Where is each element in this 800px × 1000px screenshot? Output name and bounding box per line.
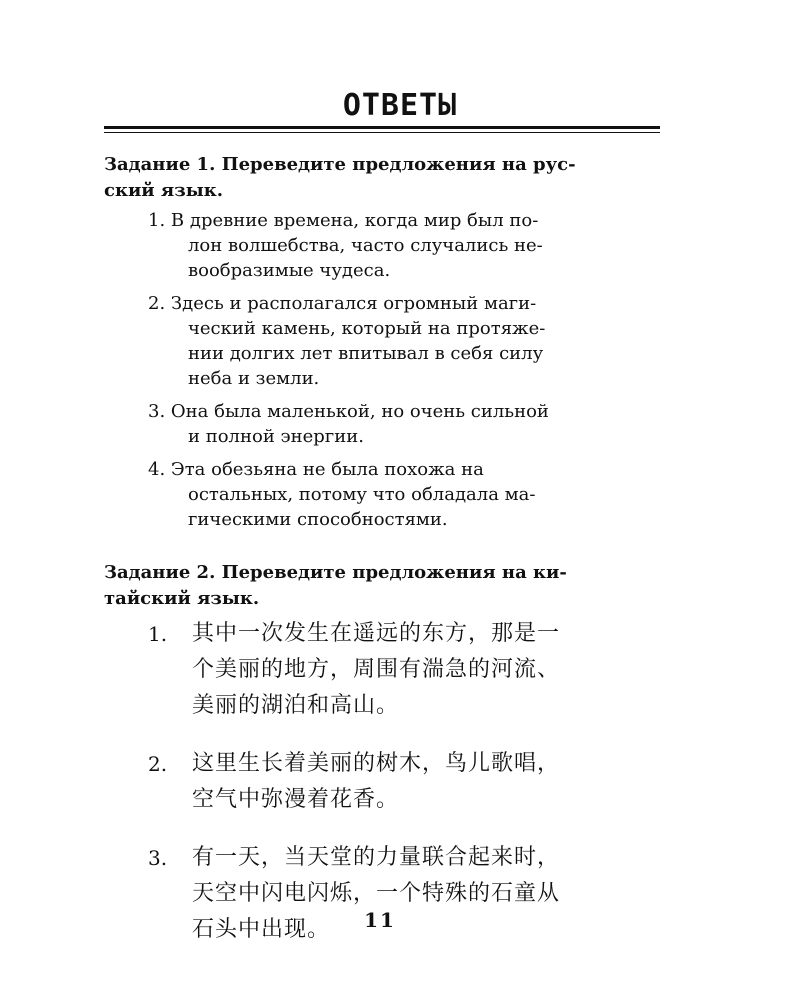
task1-heading-line: Задание 1. Переведите предложения на рус- bbox=[104, 154, 576, 175]
title-rule-thick bbox=[104, 126, 660, 129]
item-text-line: остальных, потому что обладала ма- bbox=[188, 484, 536, 505]
item-number: 4. bbox=[148, 459, 166, 480]
item-number: 2. bbox=[148, 293, 166, 314]
title-rule-thin bbox=[104, 132, 660, 133]
item-text-line: 石头中出现。 bbox=[192, 917, 331, 942]
task1-heading-line: ский язык. bbox=[104, 180, 224, 201]
item-text-line: нии долгих лет впитывал в себя силу bbox=[188, 343, 544, 364]
item-number: 2. bbox=[148, 752, 168, 776]
list-item bbox=[148, 616, 668, 724]
item-text-line: 天空中闪电闪烁，一个特殊的石童从 bbox=[192, 881, 561, 906]
list-item bbox=[148, 746, 668, 818]
list-item bbox=[148, 457, 668, 532]
item-text-line: ческий камень, который на протяже- bbox=[188, 318, 546, 339]
task1-heading bbox=[104, 152, 660, 204]
item-text-line: 个美丽的地方，周围有湍急的河流、 bbox=[192, 657, 561, 682]
list-item bbox=[148, 399, 668, 449]
item-number: 3. bbox=[148, 401, 166, 422]
item-number: 1. bbox=[148, 622, 168, 646]
item-number: 1. bbox=[148, 210, 166, 231]
item-text-line: Она была маленькой, но очень сильной bbox=[170, 401, 549, 422]
task2-heading-line: Задание 2. Переведите предложения на ки- bbox=[104, 562, 567, 583]
page-number: 11 bbox=[364, 908, 396, 932]
item-text-line: и полной энергии. bbox=[188, 426, 364, 447]
item-text-line: 美丽的湖泊和高山。 bbox=[192, 693, 400, 718]
item-text-line: лон волшебства, часто случались не- bbox=[188, 235, 543, 256]
item-text-line: гическими способностями. bbox=[188, 509, 448, 530]
item-text-line: неба и земли. bbox=[188, 368, 320, 389]
page-title: ОТВЕТЫ bbox=[342, 88, 458, 123]
item-text-line: 空气中弥漫着花香。 bbox=[192, 787, 400, 812]
task2-heading-line: тайский язык. bbox=[104, 588, 260, 609]
task1-list bbox=[148, 208, 668, 532]
item-number: 3. bbox=[148, 846, 168, 870]
item-text-line: 有一天，当天堂的力量联合起来时， bbox=[192, 845, 561, 870]
item-text-line: 其中一次发生在遥远的东方，那是一 bbox=[192, 621, 561, 646]
list-item bbox=[148, 208, 668, 283]
item-text-line: вообразимые чудеса. bbox=[188, 260, 391, 281]
task2-heading bbox=[104, 560, 660, 612]
item-text-line: В древние времена, когда мир был по- bbox=[170, 210, 539, 231]
list-item bbox=[148, 291, 668, 391]
item-text-line: Эта обезьяна не была похожа на bbox=[170, 459, 484, 480]
item-text-line: 这里生长着美丽的树木，鸟儿歌唱， bbox=[192, 751, 561, 776]
item-text-line: Здесь и располагался огромный маги- bbox=[170, 293, 537, 314]
